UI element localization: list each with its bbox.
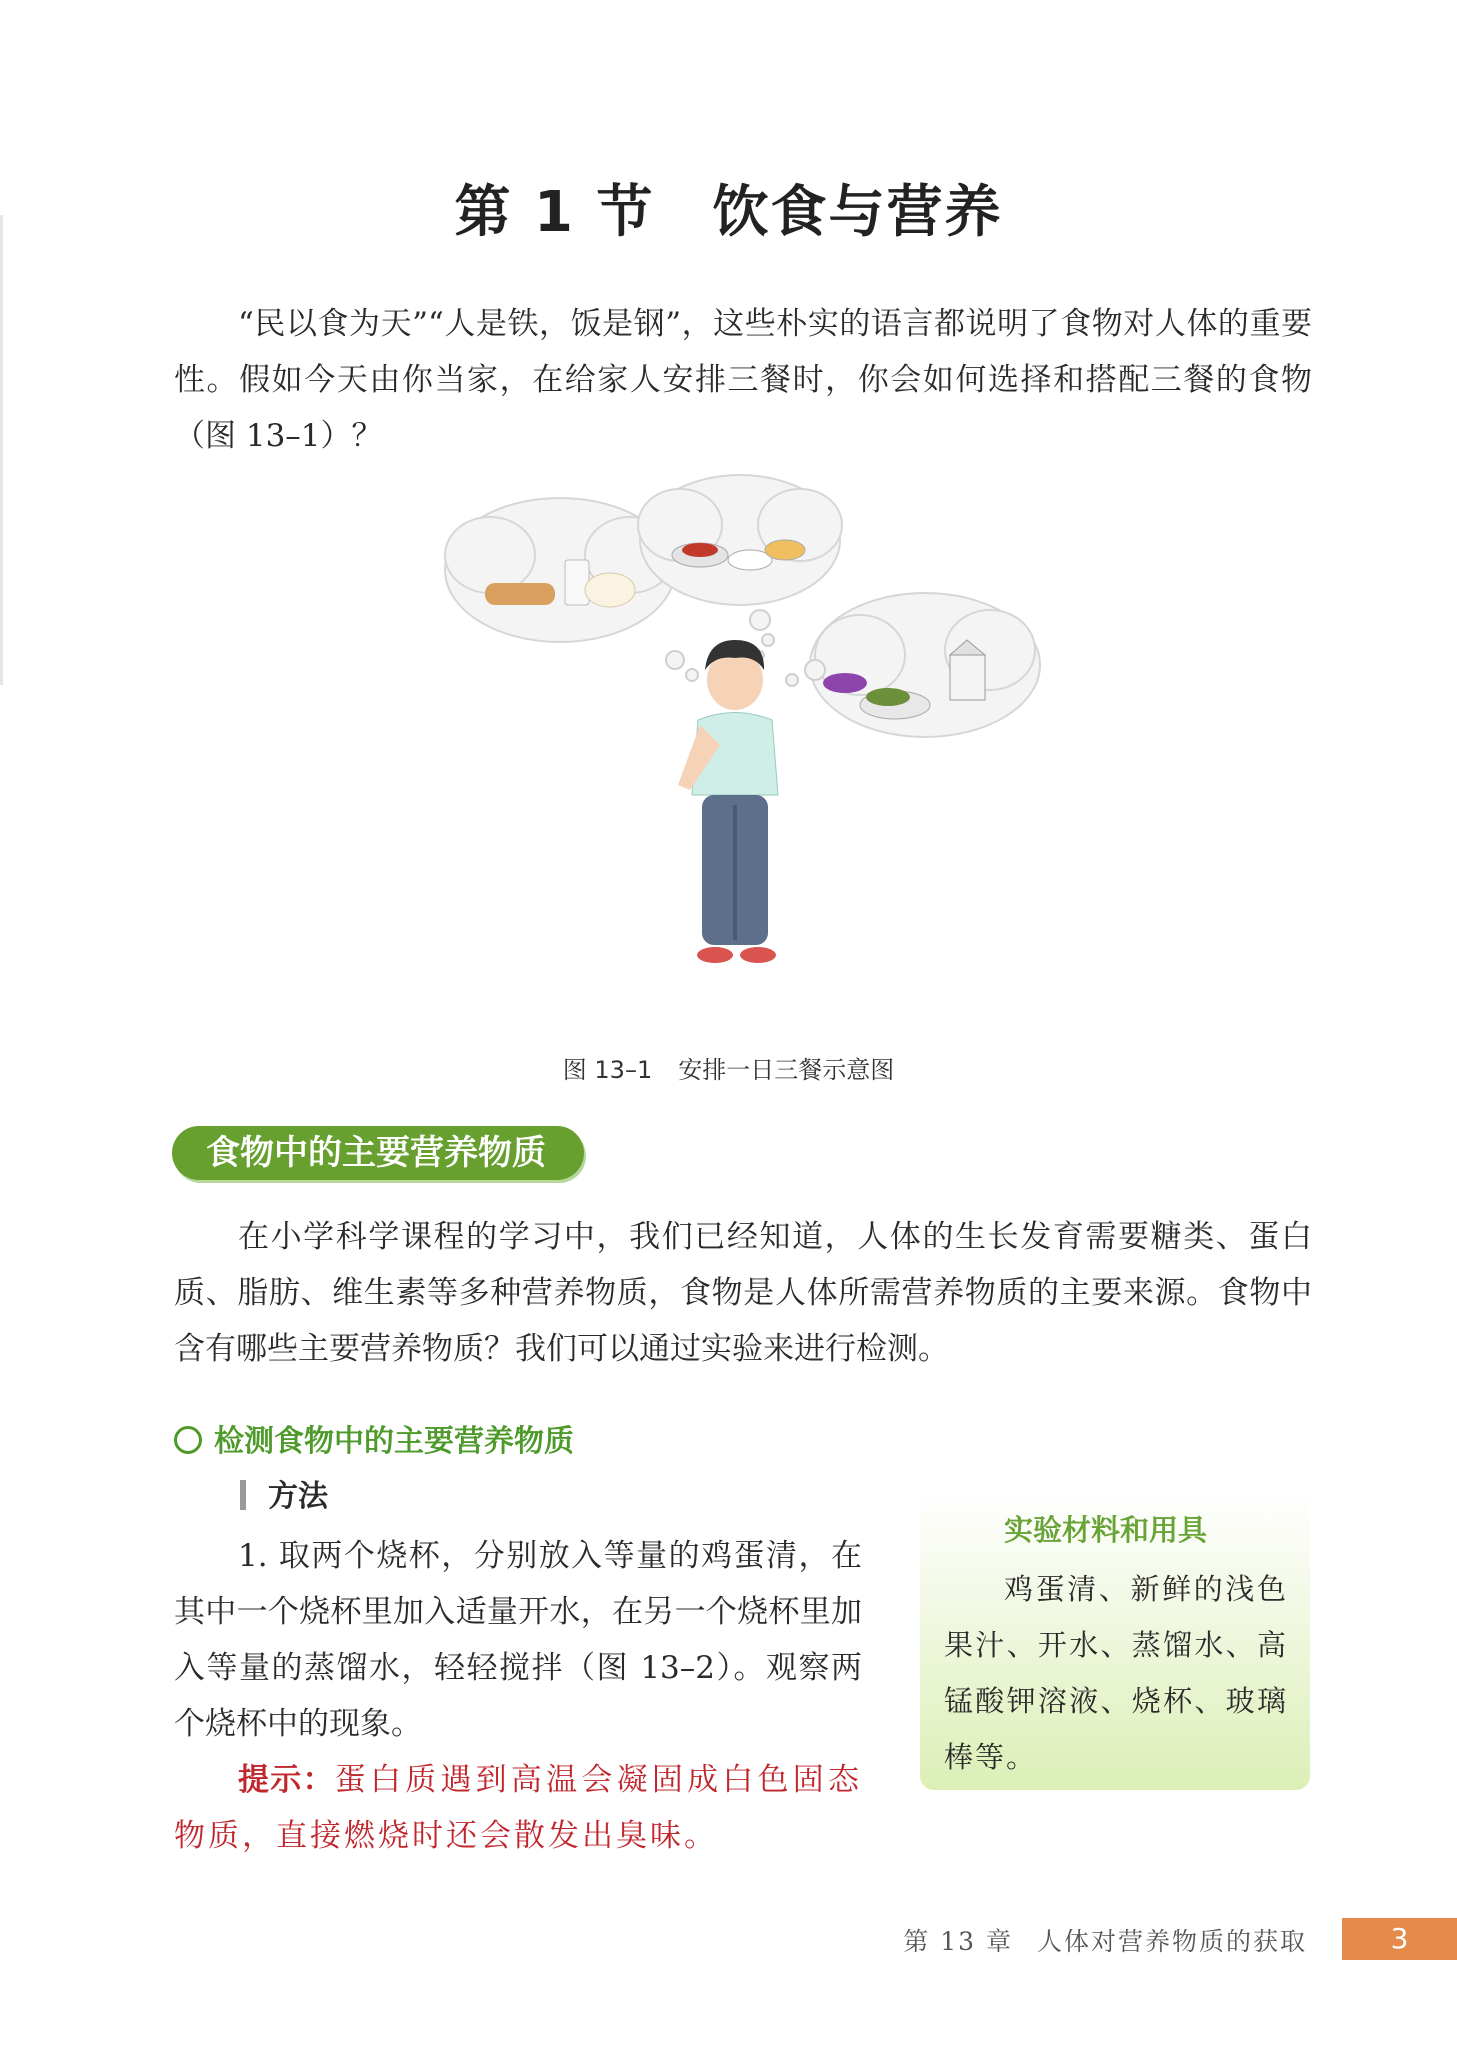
section-title (0, 168, 1457, 248)
step-1: 1. 取两个烧杯，分别放入等量的鸡蛋清，在其中一个烧杯里加入适量开水，在另一个烧杯里加入等量的蒸馏水，轻轻搅拌（图 13–2）。观察两个烧杯中的现象。 (174, 1538, 862, 1742)
topic-paragraph: 在小学科学课程的学习中，我们已经知道，人体的生长发育需要糖类、蛋白质、脂肪、维生素等多种营养物质，食物是人体所需营养物质的主要来源。食物中含有哪些主要营养物质？我们可以通过实验来进行检测。 (174, 1219, 1312, 1367)
hint-text: 蛋白质遇到高温会凝固成白色固态物质，直接燃烧时还会散发出臭味。 (174, 1762, 863, 1854)
materials-box-title: 实验材料和用具 (1004, 1513, 1208, 1547)
section-name: 饮食与营养 (712, 180, 1003, 245)
footer-chapter-title: 人体对营养物质的获取 (1036, 1927, 1307, 1956)
section-number: 第 1 节 (454, 180, 655, 245)
hint-label: 提示： (238, 1762, 335, 1798)
activity-heading (174, 1422, 574, 1462)
materials-box-text: 鸡蛋清、新鲜的浅色果汁、开水、蒸馏水、高锰酸钾溶液、烧杯、玻璃棒等。 (944, 1572, 1288, 1774)
hint-paragraph (174, 1752, 862, 1864)
footer-chapter (903, 1922, 1307, 1958)
method-label: 方法 (268, 1479, 328, 1514)
page-edge-rule (0, 215, 3, 685)
thinking-boy-figure (678, 640, 778, 963)
method-bar-icon (240, 1480, 246, 1510)
page-number: 3 (1342, 1918, 1457, 1960)
intro-paragraph: “民以食为天”“人是铁，饭是钢”，这些朴实的语言都说明了食物对人体的重要性。假如今天由你当家，在给家人安排三餐时，你会如何选择和搭配三餐的食物（图 13–1）？ (174, 306, 1312, 454)
figure-caption-text: 安排一日三餐示意图 (678, 1056, 895, 1084)
figure-caption (0, 1050, 1457, 1085)
lunch-cloud (638, 475, 842, 605)
meal-planning-illustration (430, 455, 1050, 1025)
activity-steps (174, 1528, 862, 1864)
method-heading (240, 1477, 328, 1517)
dinner-cloud (810, 593, 1040, 737)
footer-chapter-number: 第 13 章 (903, 1927, 1013, 1956)
topic-heading: 食物中的主要营养物质 (172, 1126, 584, 1180)
activity-heading-text: 检测食物中的主要营养物质 (214, 1424, 574, 1459)
figure-number: 图 13–1 (562, 1056, 653, 1084)
circle-bullet-icon (174, 1426, 202, 1454)
